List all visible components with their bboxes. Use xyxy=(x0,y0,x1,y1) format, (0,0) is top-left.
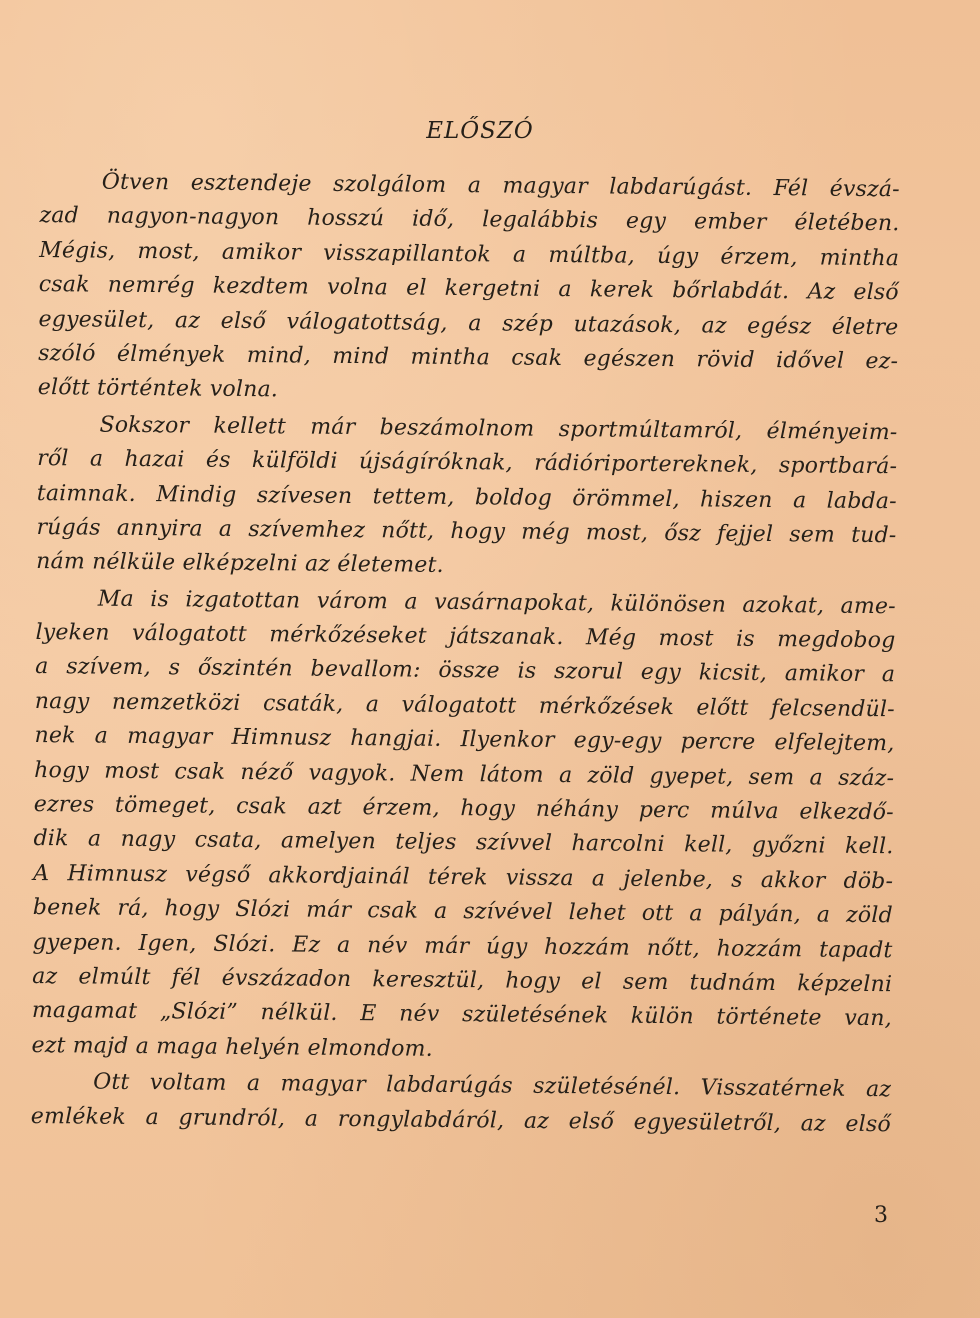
body-text xyxy=(31,165,900,1142)
text-line: egyesület, az első válogatottság, a szép utazások, az egész életre xyxy=(38,306,899,340)
text-line: dik a nagy csata, amelyen teljes szívvel harcolni kell, győzni kell. xyxy=(33,826,894,860)
text-line: lyeken válogatott mérkőzéseket játszanak. Még most is megdobog xyxy=(35,620,896,654)
text-line: ről a hazai és külföldi újságíróknak, rádióriportereknek, sportbará- xyxy=(37,446,898,480)
text-line: nek a magyar Himnusz hangjai. Ilyenkor egy-egy percre elfelejtem, xyxy=(34,723,895,757)
text-line: az elmúlt fél évszázadon keresztül, hogy el sem tudnám képzelni xyxy=(32,963,893,998)
text-line: magamat „Slózi” nélkül. E név születésének külön története van, xyxy=(31,998,892,1032)
text-line: Ma is izgatottan várom a vasárnapokat, különösen azokat, ame- xyxy=(97,586,896,619)
text-line: A Himnusz végső akkordjainál térek vissza a jelenbe, s akkor döb- xyxy=(33,860,894,895)
text-line: hogy most csak néző vagyok. Nem látom a zöld gyepet, sem a száz- xyxy=(34,757,895,791)
text-line: ezt majd a maga helyén elmondom. xyxy=(31,1032,434,1062)
text-line: benek rá, hogy Slózi már csak a szívével lehet ott a pályán, a zöld xyxy=(32,895,893,929)
text-line: szóló élmények mind, mind mintha csak egészen rövid idővel ez- xyxy=(38,340,899,375)
text-line: a szívem, s őszintén bevallom: össze is szorul egy kicsit, amikor a xyxy=(35,654,896,688)
text-line: csak nemrég kezdtem volna el kergetni a kerek bőrlabdát. Az első xyxy=(38,272,899,306)
text-line: emlékek a grundról, a rongylabdáról, az első egyesületről, az első xyxy=(30,1103,891,1137)
text-line: előtt történtek volna. xyxy=(37,375,279,403)
text-line: ezres tömeget, csak azt érzem, hogy néhány perc múlva elkezdő- xyxy=(33,792,894,826)
page-title: ELŐSZÓ xyxy=(426,118,534,144)
text-line: Ötven esztendeje szolgálom a magyar labdarúgást. Fél évszá- xyxy=(101,169,900,203)
page-number: 3 xyxy=(874,1203,888,1228)
text-line: rúgás annyira a szívemhez nőtt, hogy még most, ősz fejjel sem tud- xyxy=(36,514,897,549)
text-line: Ott voltam a magyar labdarúgás születésénél. Visszatérnek az xyxy=(93,1069,892,1103)
text-line: gyepen. Igen, Slózi. Ez a név már úgy hozzám nőtt, hozzám tapadt xyxy=(32,929,893,963)
text-line: nagy nemzetközi csaták, a válogatott mérkőzések előtt felcsendül- xyxy=(34,688,895,723)
text-line: zad nagyon-nagyon hosszú idő, legalábbis egy ember életében. xyxy=(39,203,900,237)
text-line: nám nélküle elképzelni az életemet. xyxy=(36,549,444,579)
text-line: Sokszor kellett már beszámolnom sportmúltamról, élményeim- xyxy=(99,412,898,445)
text-line: Mégis, most, amikor visszapillantok a múltba, úgy érzem, mintha xyxy=(39,237,900,272)
text-line: taimnak. Mindig szívesen tettem, boldog örömmel, hiszen a labda- xyxy=(36,480,897,514)
